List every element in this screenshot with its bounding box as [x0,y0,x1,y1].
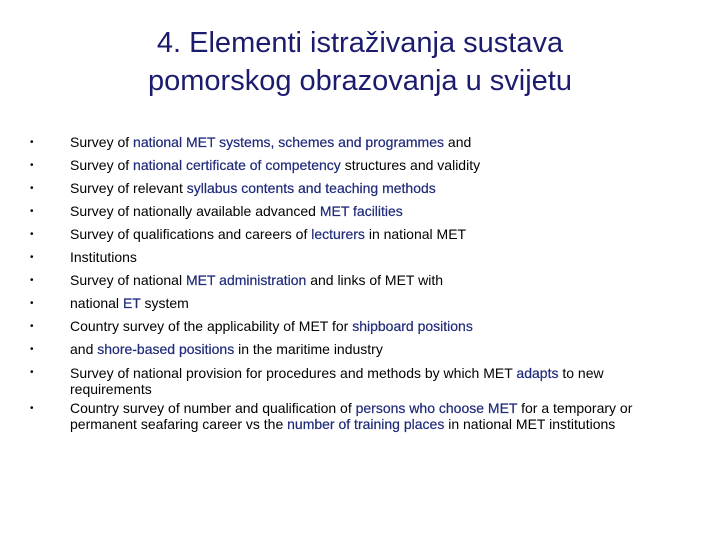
bullet-dot-icon: • [30,160,34,171]
text-segment: in national MET institutions [444,416,616,432]
bullet-item [0,177,720,200]
highlighted-text: MET facilities [319,203,403,219]
bullet-item [0,246,720,269]
bullet-dot-icon: • [30,321,34,332]
bullet-item [0,223,720,246]
bullet-dot-icon: • [30,298,34,309]
bullet-dot-icon: • [30,403,34,414]
bullet-text [70,134,471,150]
highlighted-text: national certificate of competency [133,157,341,173]
text-segment: structures and validity [340,157,481,173]
bullet-item [0,292,720,315]
bullet-text [70,400,632,432]
bullet-text [70,272,443,288]
bullet-dot-icon: • [30,206,34,217]
bullet-text [70,295,189,311]
bullet-dot-icon: • [30,183,34,194]
text-segment: to new requirements [70,365,604,397]
highlighted-text: adapts [516,365,559,381]
bullet-item [0,200,720,223]
bullet-text [70,157,480,173]
highlighted-text: syllabus contents and teaching methods [186,180,436,196]
text-segment: Institutions [70,249,137,265]
text-segment: Country survey of the applicability of MET for [70,318,353,334]
highlighted-text: national MET systems, schemes and programmes [133,134,445,150]
text-segment: Survey of national [70,272,186,288]
bullet-text [70,203,403,219]
bullet-text [70,226,466,242]
bullet-text [70,249,137,265]
slide-title-line-2: pomorskog obrazovanja u svijetu [148,65,572,97]
highlighted-text: lecturers [311,226,365,242]
bullet-item [0,397,720,432]
text-segment: and [70,341,98,357]
text-segment: Country survey of number and qualification of [70,400,356,416]
highlighted-text: shore-based positions [97,341,235,357]
bullet-dot-icon: • [30,252,34,263]
bullet-item [0,361,720,397]
text-segment: Survey of [70,157,134,173]
text-segment: Survey of [70,134,134,150]
bullet-item [0,154,720,177]
highlighted-text: number of training places [287,416,445,432]
highlighted-text: ET [122,295,141,311]
text-segment: for a temporary or permanent seafaring career vs the [70,400,633,432]
highlighted-text: persons who choose MET [355,400,518,416]
bullet-item [0,338,720,361]
bullet-text [70,365,604,397]
text-segment: and links of MET with [306,272,443,288]
bullet-item [0,131,720,154]
bullet-dot-icon: • [30,367,34,378]
text-segment: in the maritime industry [234,341,383,357]
text-segment: Survey of nationally available advanced [70,203,320,219]
bullet-dot-icon: • [30,229,34,240]
slide-title-line-1: 4. Elementi istraživanja sustava [156,27,564,59]
highlighted-text: shipboard positions [352,318,473,334]
bullet-item [0,315,720,338]
bullet-item [0,269,720,292]
text-segment: system [140,295,189,311]
bullet-dot-icon: • [30,137,34,148]
text-segment: and [444,134,472,150]
bullet-text [70,180,436,196]
slide-title [60,24,660,100]
text-segment: Survey of national provision for procedures and methods by which MET [70,365,517,381]
bullet-text [70,318,473,334]
bullet-text [70,341,383,357]
bullet-dot-icon: • [30,275,34,286]
text-segment: national [70,295,123,311]
text-segment: Survey of relevant [70,180,187,196]
bullet-list [0,131,720,432]
highlighted-text: MET administration [185,272,307,288]
text-segment: Survey of qualifications and careers of [70,226,312,242]
bullet-dot-icon: • [30,344,34,355]
text-segment: in national MET [364,226,467,242]
